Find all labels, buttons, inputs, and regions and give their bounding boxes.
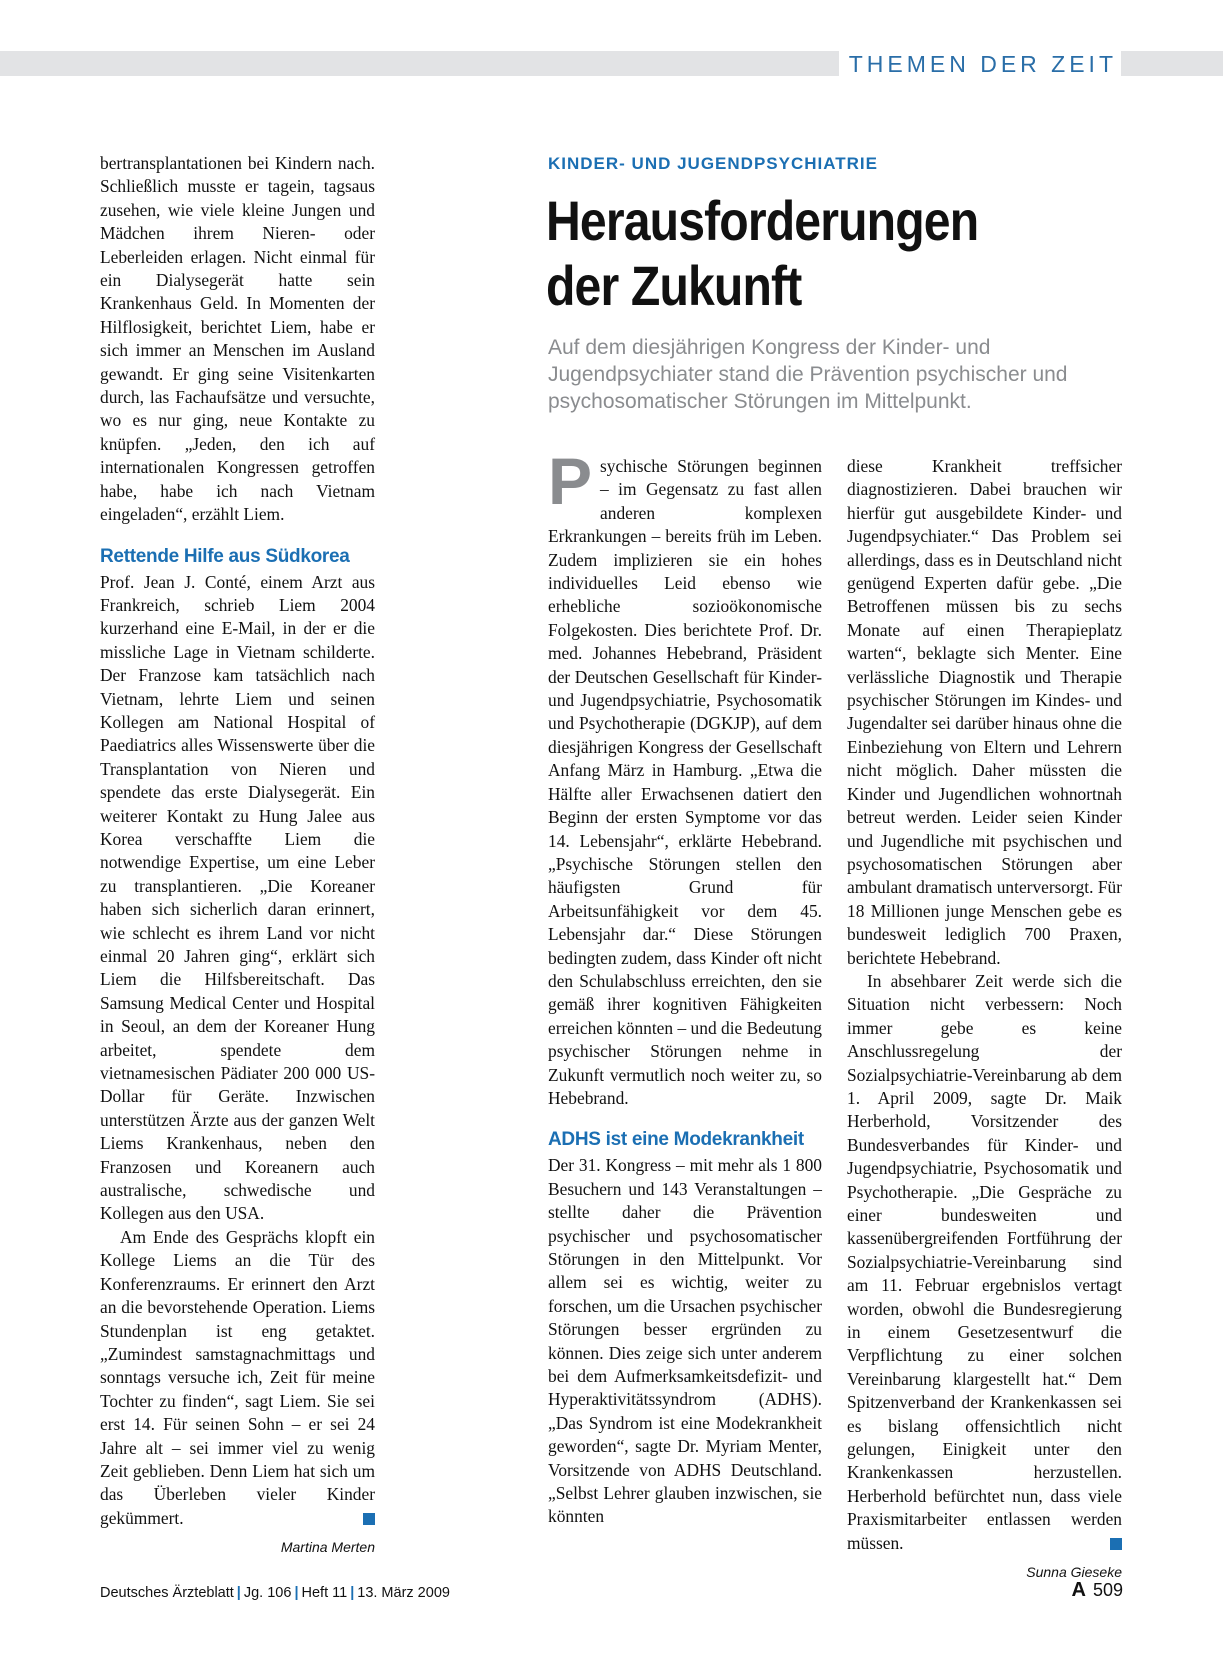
article-paragraph-text: sychische Störungen beginnen – im Gegensatz zu fast allen anderen komplexen Erkrankungen – bereits früh im Leben. Zudem implizieren sie ein hohes individuelles Leid ebenso wie erhebliche sozioökonomische Folgekosten. Dies berichtete Prof. Dr. med. Johannes Hebebrand, Präsident der Deutschen Gesellschaft für Kinder- und Jugendpsychiatrie, Psychosomatik und Psychotherapie (DGKJP), auf dem diesjährigen Kongress der Gesellschaft Anfang März in Hamburg. „Etwa die Hälfte aller Erwachsenen datiert den Beginn der ersten Symptome vor das 14. Lebensjahr“, erklärte Hebebrand. „Psychische Störungen stellen den häufigsten Grund für Arbeitsunfähigkeit vor dem 45. Lebensjahr dar.“ Diese Störungen bedingten zudem, dass Kinder oft nicht den Schulabschluss erreichten, den sie gemäß ihrer kognitiven Fähigkeiten erreichen könnten – und die Bedeutung psychischer Störungen nehme in Zukunft vermutlich noch weiter zu, so Hebebrand. (548, 456, 822, 1108)
article-author: Sunna Gieseke (1026, 1564, 1122, 1581)
prev-article-paragraph: bertransplantationen bei Kindern nach. Schließlich musste er tagein, tagsaus zusehen, wie viele kleine Jungen und Mädchen ihrem Nieren- oder Leberleiden erlagen. Nicht einmal für ein Dialysegerät hatte sein Krankenhaus Geld. In Momenten der Hilflosigkeit, berichtet Liem, habe er sich immer an Menschen im Ausland gewandt. Er ging seine Visitenkarten durch, las Fachaufsätze und versuchte, wo es nur ging, neue Kontakte zu knüpfen. „Jeden, den ich auf internationalen Kongressen getroffen habe, habe ich nach Vietnam eingeladen“, erzählt Liem. (100, 153, 375, 525)
end-mark-icon (363, 1513, 375, 1525)
page-prefix: A (1071, 1579, 1086, 1601)
page-number (1071, 1579, 1123, 1602)
prev-article-column (100, 152, 375, 1560)
footer-separator: | (350, 1585, 355, 1601)
footer-volume: Jg. 106 (243, 1585, 292, 1601)
article-kicker: KINDER- UND JUGENDPSYCHIATRIE (548, 154, 878, 173)
footer-separator: | (294, 1585, 299, 1601)
article-headline (546, 188, 1062, 318)
article-paragraph (548, 444, 822, 1110)
end-mark-icon (1110, 1538, 1122, 1550)
headline-line: der Zukunft (546, 254, 802, 317)
prev-article-author: Martina Merten (280, 1539, 375, 1556)
article-column-1 (548, 444, 822, 1529)
section-label: THEMEN DER ZEIT (839, 48, 1121, 80)
footer-separator: | (236, 1585, 241, 1601)
article-paragraph (847, 970, 1122, 1555)
footer-issue: Heft 11 (301, 1585, 348, 1601)
article-column-2 (847, 455, 1122, 1585)
article-subhead: ADHS ist eine Modekrankheit (548, 1129, 804, 1151)
page-number-value: 509 (1092, 1580, 1123, 1600)
prev-article-paragraph: Prof. Jean J. Conté, einem Arzt aus Frankreich, schrieb Liem 2004 kurzerhand eine E-Mail, in der er die missliche Lage in Vietnam schilderte. Der Franzose kam tatsächlich nach Vietnam, lehrte Liem und seinen Kollegen am National Hospital of Paediatrics alles Wissenswerte über die Transplantation von Nieren und spendete das erste Dialysegerät. Ein weiterer Kontakt zu Hung Jalee aus Korea verschaffte Liem die notwendige Expertise, um eine Leber zu transplantieren. „Die Koreaner haben sich sicherlich daran erinnert, wie schlecht es ihrem Land vor nicht einmal 20 Jahren ging“, erklärt sich Liem die Hilfsbereitschaft. Das Samsung Medical Center und Hospital in Seoul, an dem der Koreaner Hung arbeitet, spendete dem vietnamesischen Pädiater 200 000 US-Dollar für Geräte. Inzwischen unterstützen Ärzte aus der ganzen Welt Liems Krankenhaus, neben den Franzosen und Koreanern auch australische, schwedische und Kollegen aus den USA. (100, 571, 375, 1224)
prev-article-subhead: Rettende Hilfe aus Südkorea (100, 545, 350, 567)
footer-date: 13. März 2009 (357, 1585, 450, 1601)
headline-line: Herausforderungen (546, 189, 979, 252)
footer-citation (100, 1585, 450, 1601)
prev-article-paragraph (100, 1226, 375, 1530)
prev-article-paragraph-text: Am Ende des Gesprächs klopft ein Kollege Liems an die Tür des Konferenzraums. Er erinnert den Arzt an die bevorstehende Operation. Liems Stundenplan ist eng getaktet. „Zumindest samstagnachmittags und sonntags versuche ich, Zeit für meine Tochter zu finden“, sagt Liem. Sie sei erst 14. Für seinen Sohn – er sei 24 Jahre alt – sei immer viel zu wenig Zeit geblieben. Denn Liem hat sich um das Überleben vieler Kinder gekümmert. (100, 1226, 375, 1528)
article-paragraph: Der 31. Kongress – mit mehr als 1 800 Besuchern und 143 Veranstaltungen – stellte daher die Prävention psychischer und psychosomatischer Störungen in den Mittelpunkt. Vor allem sei es wichtig, weiter zu forschen, um die Ursachen psychischer Störungen besser ergründen zu können. Dies zeige sich unter anderem bei dem Aufmerksamkeitsdefizit- und Hyperaktivitätssyndrom (ADHS). „Das Syndrom ist eine Modekrankheit geworden“, sagte Dr. Myriam Menter, Vorsitzende von ADHS Deutschland. „Selbst Lehrer glauben inzwischen, sie könnten (548, 1155, 822, 1527)
article-lede: Auf dem diesjährigen Kongress der Kinder- und Jugendpsychiater stand die Prävention psychischer und psychosomatischer Störungen im Mittelpunkt. (548, 336, 1068, 413)
footer-journal: Deutsches Ärzteblatt (100, 1585, 234, 1601)
article-paragraph: diese Krankheit treffsicher diagnostizieren. Dabei brauchen wir hierfür gut ausgebildete Kinder- und Jugendpsychiater.“ Das Problem sei allerdings, dass es in Deutschland nicht genügend Experten dafür gebe. „Die Betroffenen müssen bis zu sechs Monate auf einen Therapieplatz warten“, beklagte sich Menter. Eine verlässliche Diagnostik und Therapie psychischer Störungen im Kindes- und Jugendalter sei darüber hinaus ohne die Einbeziehung von Eltern und Lehrern nicht möglich. Daher müssten die Kinder und Jugendlichen wohnortnah betreut werden. Leider seien Kinder und Jugendliche mit psychischen und psychosomatischen Störungen aber ambulant dramatisch unterversorgt. Für 18 Millionen junge Menschen gebe es bundesweit lediglich 700 Praxen, berichtete Hebebrand. (847, 456, 1122, 968)
article-paragraph-text: In absehbarer Zeit werde sich die Situation nicht verbessern: Noch immer gebe es keine Anschlussregelung der Sozialpsychiatrie-Vereinbarung ab dem 1. April 2009, sagte Dr. Maik Herberhold, Vorsitzender des Bundesverbandes für Kinder- und Jugendpsychiatrie, Psychosomatik und Psychotherapie. „Die Gespräche zu einer bundesweiten und kassenübergreifenden Fortführung der Sozialpsychiatrie-Vereinbarung sind am 11. Februar ergebnislos vertagt worden, obwohl die Bundesregierung in einem Gesetzesentwurf die Verpflichtung zu einer solchen Vereinbarung klargestellt hat.“ Dem Spitzenverband der Krankenkassen sei es bislang offensichtlich nicht gelungen, Einigkeit unter den Krankenkassen herzustellen. Herberhold befürchtet nun, dass viele Praxismitarbeiter entlassen werden müssen. (847, 970, 1122, 1553)
drop-cap: P (548, 444, 593, 518)
